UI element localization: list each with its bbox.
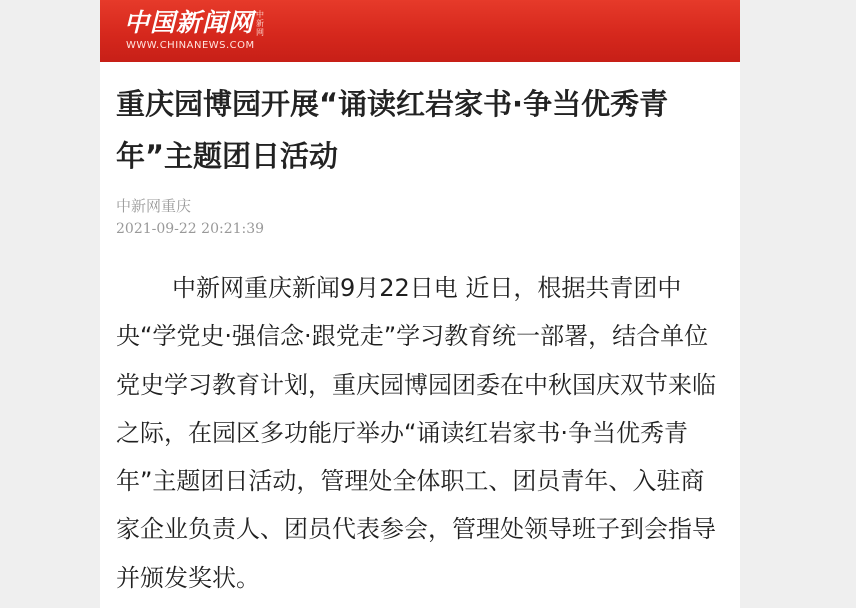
article-paragraph: 中新网重庆新闻9月22日电 近日，根据共青团中央“学党史·强信念·跟党走”学习教育统一部署，结合单位党史学习教育计划，重庆园博园团委在中秋国庆双节来临之际，在园区多功能厅举办“诵读红岩家书·争当优秀青年”主题团日活动，管理处全体职工、团员青年、入驻商家企业负责人、团员代表参会，管理处领导班子到会指导并颁发奖状。 (116, 274, 716, 592)
site-header (100, 0, 740, 62)
article-source[interactable]: 中新网重庆 (116, 197, 192, 215)
logo-text: 中国新闻网 (124, 8, 255, 37)
logo-url: WWW.CHINANEWS.COM (126, 40, 255, 51)
chinanews-logo[interactable] (124, 6, 274, 56)
logo-side-text: 中新网 (256, 10, 264, 37)
article-page (100, 0, 740, 608)
article-datetime: 2021-09-22 20:21:39 (116, 221, 265, 237)
article-title: 重庆园博园开展“诵读红岩家书·争当优秀青年”主题团日活动 (116, 87, 669, 173)
